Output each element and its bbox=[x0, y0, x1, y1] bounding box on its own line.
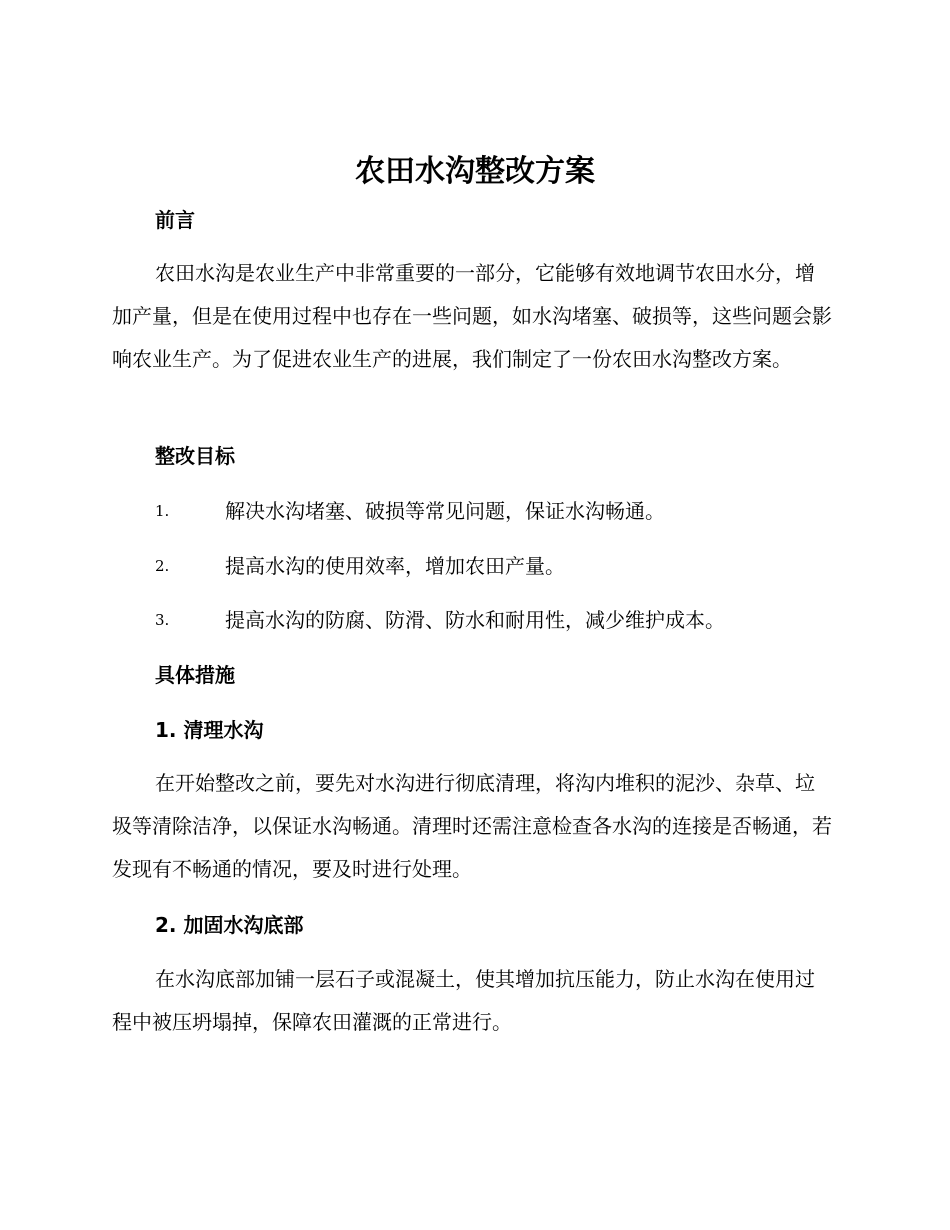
preface-paragraph: 农田水沟是农业生产中非常重要的一部分，它能够有效地调节农田水分，增加产量，但是在使用过程中也存在一些问题，如水沟堵塞、破损等，这些问题会影响农业生产。为了促进农业生产的进展，我们制定了一份农田水沟整改方案。 bbox=[112, 261, 832, 371]
measures-heading: 具体措施 bbox=[155, 663, 235, 687]
goal-list-item bbox=[155, 496, 835, 526]
goal-list-item bbox=[155, 605, 835, 635]
document-title: 农田水沟整改方案 bbox=[355, 154, 595, 189]
measure-1-paragraph: 在开始整改之前，要先对水沟进行彻底清理，将沟内堆积的泥沙、杂草、垃圾等清除洁净，以保证水沟畅通。清理时还需注意检查各水沟的连接是否畅通，若发现有不畅通的情况，要及时进行处理。 bbox=[112, 771, 832, 881]
measure-2-paragraph: 在水沟底部加铺一层石子或混凝土，使其增加抗压能力，防止水沟在使用过程中被压坍塌掉，保障农田灌溉的正常进行。 bbox=[112, 967, 815, 1034]
goal-number: 2. bbox=[155, 557, 170, 575]
goals-heading: 整改目标 bbox=[155, 444, 235, 468]
measure-1-heading: 1. 清理水沟 bbox=[155, 718, 264, 742]
preface-heading: 前言 bbox=[155, 208, 195, 232]
goal-text: 提高水沟的防腐、防滑、防水和耐用性，减少维护成本。 bbox=[225, 608, 725, 632]
measure-2-heading: 2. 加固水沟底部 bbox=[155, 913, 304, 937]
goal-text: 解决水沟堵塞、破损等常见问题，保证水沟畅通。 bbox=[225, 499, 665, 523]
goal-text: 提高水沟的使用效率，增加农田产量。 bbox=[225, 554, 565, 578]
goal-list-item bbox=[155, 551, 835, 581]
goal-number: 3. bbox=[155, 611, 170, 629]
goal-number: 1. bbox=[155, 502, 170, 520]
